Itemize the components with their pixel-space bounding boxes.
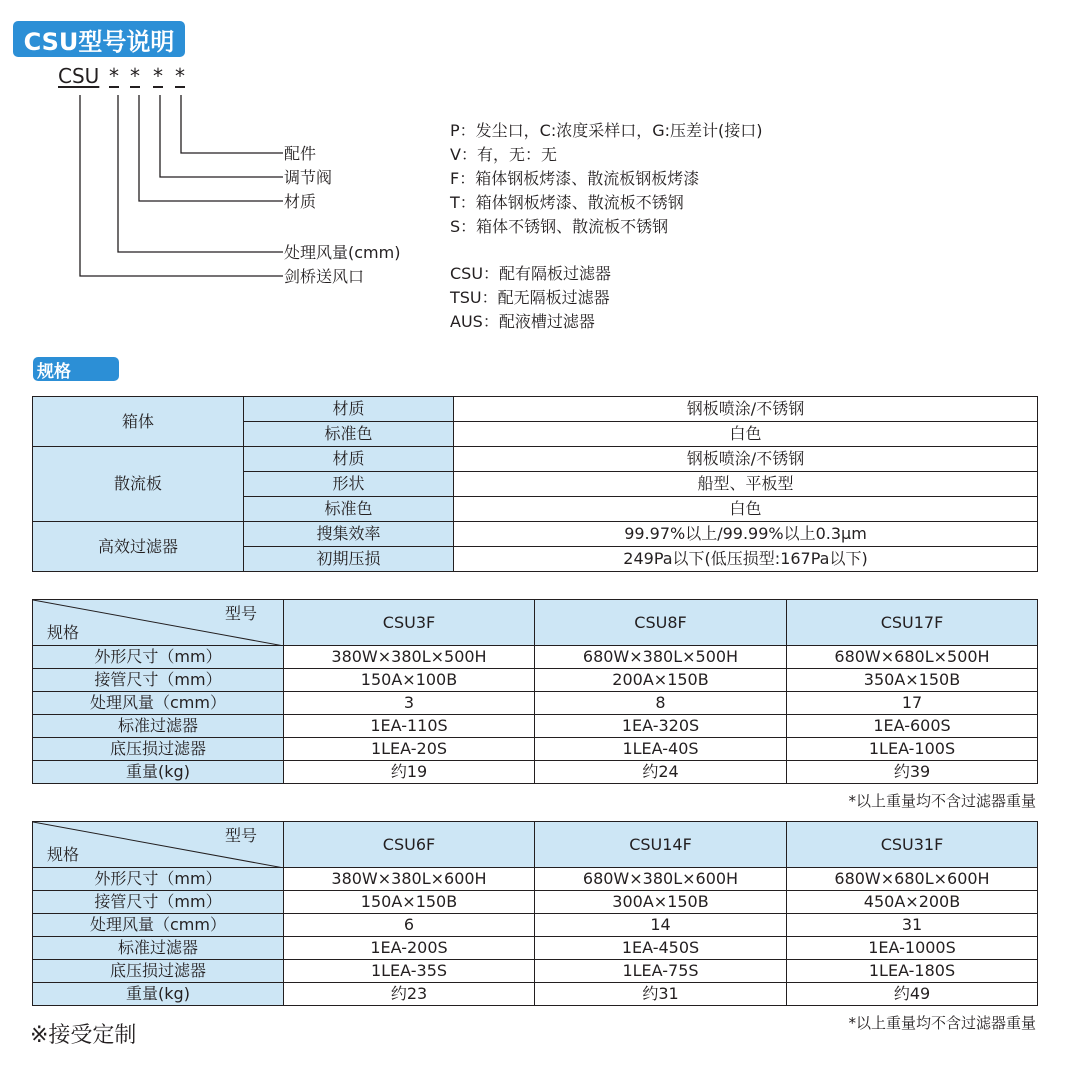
row-label: 处理风量（cmm） — [33, 914, 284, 937]
weight-note: *以上重量均不含过滤器重量 — [848, 1014, 1036, 1032]
cell: 3 — [284, 692, 535, 715]
cell: 1LEA-180S — [787, 960, 1038, 983]
cell: 380W×380L×600H — [284, 868, 535, 891]
spec-attr: 材质 — [244, 397, 454, 422]
cell: 680W×380L×500H — [535, 646, 787, 669]
cell: 1LEA-100S — [787, 738, 1038, 761]
cell: 1EA-110S — [284, 715, 535, 738]
header-corner-cell — [33, 822, 284, 868]
cell: 约24 — [535, 761, 787, 784]
spec-value: 钢板喷涂/不锈钢 — [454, 447, 1038, 472]
option-line: AUS：配液槽过滤器 — [450, 312, 595, 331]
cell: 1EA-1000S — [787, 937, 1038, 960]
custom-order-note: ※接受定制 — [30, 1023, 137, 1048]
row-label: 底压损过滤器 — [33, 738, 284, 761]
spec-value: 249Pa以下(低压损型:167Pa以下) — [454, 547, 1038, 572]
cell: 1LEA-75S — [535, 960, 787, 983]
spec-attr: 标准色 — [244, 422, 454, 447]
cell: 680W×380L×600H — [535, 868, 787, 891]
leader-line-parts — [181, 95, 283, 153]
model-code-slot-2: * — [130, 64, 140, 88]
corner-label-spec: 规格 — [47, 845, 80, 864]
row-label: 外形尺寸（mm） — [33, 646, 284, 669]
cell: 8 — [535, 692, 787, 715]
model-code-slot-1: * — [109, 64, 119, 88]
cell: 1LEA-40S — [535, 738, 787, 761]
spec-group-name: 散流板 — [33, 447, 244, 522]
cell: 1EA-200S — [284, 937, 535, 960]
corner-label-model: 型号 — [224, 826, 257, 845]
cell: 1EA-600S — [787, 715, 1038, 738]
cell: 约31 — [535, 983, 787, 1006]
spec-value: 船型、平板型 — [454, 472, 1038, 497]
option-line: CSU：配有隔板过滤器 — [450, 264, 612, 283]
spec-attr: 材质 — [244, 447, 454, 472]
option-line: V：有，无：无 — [450, 145, 557, 164]
cell: 300A×150B — [535, 891, 787, 914]
spec-value: 白色 — [454, 497, 1038, 522]
option-line: TSU：配无隔板过滤器 — [450, 288, 610, 307]
cell: 1EA-450S — [535, 937, 787, 960]
spec-group-name: 箱体 — [33, 397, 244, 447]
model-table-1 — [32, 599, 1038, 784]
cell: 6 — [284, 914, 535, 937]
row-label: 标准过滤器 — [33, 715, 284, 738]
model-header: CSU8F — [535, 600, 787, 646]
cell: 150A×100B — [284, 669, 535, 692]
row-label: 底压损过滤器 — [33, 960, 284, 983]
spec-attr: 初期压损 — [244, 547, 454, 572]
cell: 200A×150B — [535, 669, 787, 692]
model-header: CSU14F — [535, 822, 787, 868]
spec-attr: 标准色 — [244, 497, 454, 522]
model-table-2 — [32, 821, 1038, 1006]
weight-note: *以上重量均不含过滤器重量 — [848, 792, 1036, 810]
row-label: 处理风量（cmm） — [33, 692, 284, 715]
corner-label-spec: 规格 — [47, 623, 80, 642]
model-code-prefix: CSU — [58, 64, 100, 88]
cell: 约23 — [284, 983, 535, 1006]
cell: 约49 — [787, 983, 1038, 1006]
spec-attr: 形状 — [244, 472, 454, 497]
code-label-valve: 调节阀 — [284, 168, 333, 187]
corner-label-model: 型号 — [224, 604, 257, 623]
code-label-material: 材质 — [284, 192, 317, 211]
row-label: 重量(kg) — [33, 761, 284, 784]
model-header: CSU3F — [284, 600, 535, 646]
row-label: 标准过滤器 — [33, 937, 284, 960]
row-label: 接管尺寸（mm） — [33, 891, 284, 914]
option-line: F：箱体钢板烤漆、散流板钢板烤漆 — [450, 169, 700, 188]
model-header: CSU6F — [284, 822, 535, 868]
cell: 680W×680L×600H — [787, 868, 1038, 891]
model-code-slot-4: * — [175, 64, 185, 88]
option-line: P：发尘口，C:浓度采样口，G:压差计(接口) — [450, 121, 763, 140]
row-label: 外形尺寸（mm） — [33, 868, 284, 891]
code-label-airflow: 处理风量(cmm) — [284, 243, 401, 262]
cell: 1LEA-20S — [284, 738, 535, 761]
spec-value: 白色 — [454, 422, 1038, 447]
spec-group-name: 高效过滤器 — [33, 522, 244, 572]
cell: 14 — [535, 914, 787, 937]
cell: 380W×380L×500H — [284, 646, 535, 669]
option-line: T：箱体钢板烤漆、散流板不锈钢 — [450, 193, 684, 212]
spec-attr: 搜集效率 — [244, 522, 454, 547]
model-header: CSU17F — [787, 600, 1038, 646]
cell: 约39 — [787, 761, 1038, 784]
cell: 680W×680L×500H — [787, 646, 1038, 669]
code-label-outlet: 剑桥送风口 — [284, 267, 365, 286]
model-header: CSU31F — [787, 822, 1038, 868]
spec-section-title: 规格 — [33, 357, 119, 381]
row-label: 接管尺寸（mm） — [33, 669, 284, 692]
row-label: 重量(kg) — [33, 983, 284, 1006]
option-line: S：箱体不锈钢、散流板不锈钢 — [450, 217, 669, 236]
cell: 约19 — [284, 761, 535, 784]
header-corner-cell — [33, 600, 284, 646]
cell: 350A×150B — [787, 669, 1038, 692]
code-label-parts: 配件 — [284, 144, 317, 163]
cell: 1LEA-35S — [284, 960, 535, 983]
spec-value: 99.97%以上/99.99%以上0.3μm — [454, 522, 1038, 547]
cell: 450A×200B — [787, 891, 1038, 914]
page-title: CSU型号说明 — [13, 21, 185, 57]
cell: 17 — [787, 692, 1038, 715]
cell: 31 — [787, 914, 1038, 937]
leader-line-airflow — [118, 95, 283, 252]
spec-value: 钢板喷涂/不锈钢 — [454, 397, 1038, 422]
cell: 150A×150B — [284, 891, 535, 914]
model-code-slot-3: * — [153, 64, 163, 88]
cell: 1EA-320S — [535, 715, 787, 738]
spec-table — [32, 396, 1038, 572]
leader-line-valve — [160, 95, 283, 177]
